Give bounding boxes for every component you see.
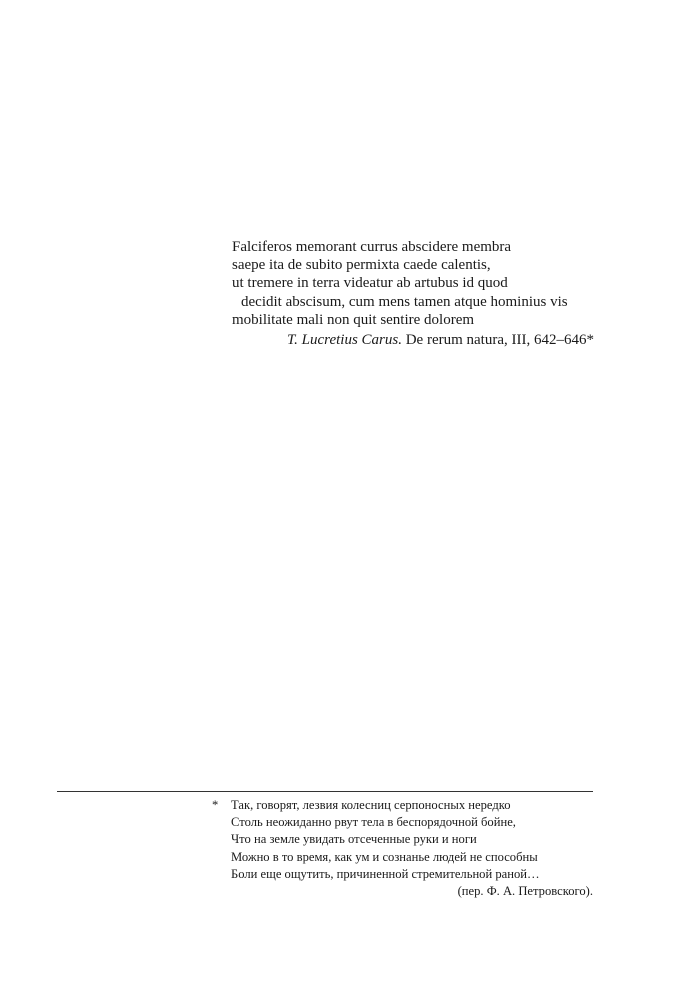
- attribution-work: De rerum natura, III, 642–646*: [401, 332, 594, 348]
- footnote-translator: (пер. Ф. А. Петровского).: [457, 884, 593, 899]
- attribution-author: T. Lucretius Carus.: [286, 332, 402, 348]
- footnote-line: Так, говорят, лезвия колесниц серпоносных нередко: [231, 798, 511, 812]
- epigraph: [232, 238, 612, 329]
- epigraph-line: saepe ita de subito permixta caede calentis,: [232, 257, 491, 274]
- footnote-line: Боли еще ощутить, причиненной стремительной раной…: [231, 866, 540, 881]
- footnote-marker: *: [212, 798, 219, 812]
- footnote-line: Что на земле увидать отсеченные руки и ноги: [231, 832, 477, 847]
- footnote-divider: [57, 791, 593, 792]
- epigraph-attribution: [232, 331, 594, 349]
- footnote-text: [231, 797, 593, 900]
- epigraph-line: mobilitate mali non quit sentire dolorem: [232, 311, 475, 328]
- footnote-line: Столь неожиданно рвут тела в беспорядочной бойне,: [231, 815, 516, 830]
- footnote-line: Можно в то время, как ум и сознанье людей не способны: [231, 849, 538, 864]
- epigraph-line: decidit abscisum, cum mens tamen atque hominius vis: [241, 293, 568, 310]
- epigraph-line: ut tremere in terra videatur ab artubus id quod: [232, 275, 508, 292]
- epigraph-line: Falciferos memorant currus abscidere membra: [232, 239, 512, 255]
